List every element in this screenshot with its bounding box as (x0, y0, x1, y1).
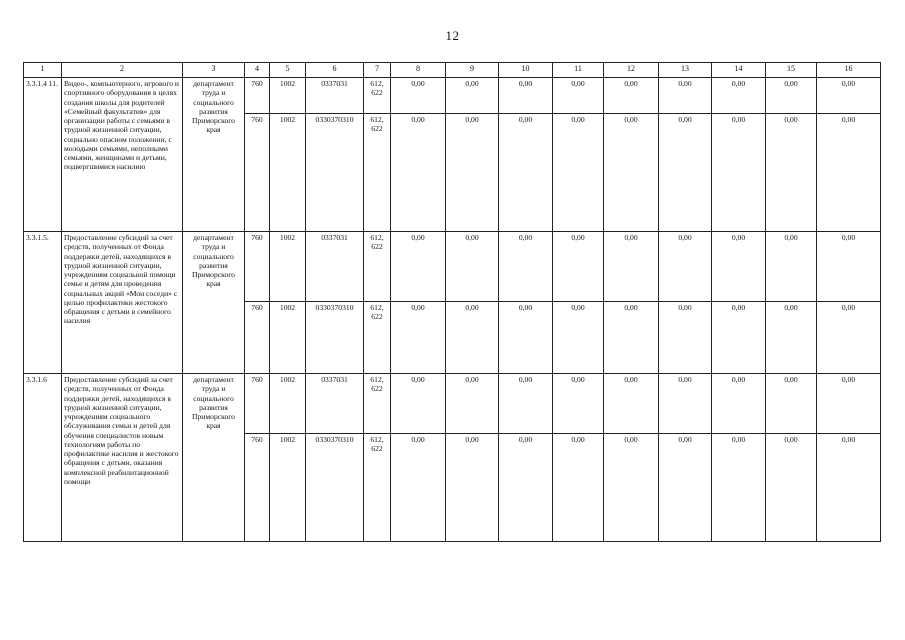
amount-cell: 0,00 (391, 78, 446, 114)
amount-cell: 0,00 (766, 374, 817, 434)
item-number: 3.3.1.5. (24, 232, 62, 374)
amount-cell: 0,00 (446, 374, 499, 434)
amount-cell: 0,00 (553, 78, 604, 114)
amount-cell: 0,00 (604, 232, 659, 302)
code-grbs: 760 (245, 232, 270, 302)
amount-cell: 0,00 (499, 374, 553, 434)
item-description: Видео-, компьютерного, игрового и спортивного оборудования в целях создания школы для родителей «Семейный факультатив» для организации работы с семьями в трудной жизненной ситуации, социально опасном положении, с молодыми семьями, неполными семьями, женщинами и детьми, подвергшимися насилию (62, 78, 183, 232)
amount-cell: 0,00 (391, 374, 446, 434)
amount-cell: 0,00 (659, 302, 712, 374)
amount-cell: 0,00 (391, 302, 446, 374)
amount-cell: 0,00 (446, 434, 499, 542)
amount-cell: 0,00 (604, 302, 659, 374)
column-header: 4 (245, 63, 270, 78)
amount-cell: 0,00 (712, 434, 766, 542)
amount-cell: 0,00 (499, 232, 553, 302)
amount-cell: 0,00 (659, 114, 712, 232)
column-header-row (24, 63, 881, 78)
code-target: 0337031 (306, 374, 364, 434)
table-row (24, 374, 881, 434)
amount-cell: 0,00 (604, 434, 659, 542)
item-executor: департамент труда и социального развития Приморского края (183, 374, 245, 542)
amount-cell: 0,00 (446, 78, 499, 114)
amount-cell: 0,00 (553, 302, 604, 374)
budget-table (23, 62, 881, 542)
code-target: 0337031 (306, 78, 364, 114)
column-header: 1 (24, 63, 62, 78)
code-grbs: 760 (245, 302, 270, 374)
code-target: 0337031 (306, 232, 364, 302)
code-section: 1002 (270, 434, 306, 542)
amount-cell: 0,00 (553, 232, 604, 302)
amount-cell: 0,00 (712, 232, 766, 302)
item-executor: департамент труда и социального развития Приморского края (183, 78, 245, 232)
amount-cell: 0,00 (712, 374, 766, 434)
amount-cell: 0,00 (604, 114, 659, 232)
code-target: 0330370310 (306, 114, 364, 232)
code-target: 0330370310 (306, 434, 364, 542)
amount-cell: 0,00 (604, 78, 659, 114)
amount-cell: 0,00 (712, 114, 766, 232)
column-header: 11 (553, 63, 604, 78)
item-executor: департамент труда и социального развития Приморского края (183, 232, 245, 374)
column-header: 2 (62, 63, 183, 78)
amount-cell: 0,00 (446, 232, 499, 302)
table-row (24, 232, 881, 302)
amount-cell: 0,00 (553, 374, 604, 434)
amount-cell: 0,00 (766, 302, 817, 374)
amount-cell: 0,00 (712, 302, 766, 374)
amount-cell: 0,00 (499, 302, 553, 374)
amount-cell: 0,00 (553, 114, 604, 232)
amount-cell: 0,00 (817, 232, 881, 302)
page-number: 12 (445, 28, 460, 43)
code-section: 1002 (270, 78, 306, 114)
code-grbs: 760 (245, 434, 270, 542)
column-header: 12 (604, 63, 659, 78)
amount-cell: 0,00 (817, 302, 881, 374)
code-target: 0330370310 (306, 302, 364, 374)
column-header: 9 (446, 63, 499, 78)
code-type: 612, 622 (364, 302, 391, 374)
column-header: 5 (270, 63, 306, 78)
amount-cell: 0,00 (391, 434, 446, 542)
amount-cell: 0,00 (659, 374, 712, 434)
amount-cell: 0,00 (817, 374, 881, 434)
item-number: 3.3.1.6 (24, 374, 62, 542)
amount-cell: 0,00 (604, 374, 659, 434)
amount-cell: 0,00 (766, 232, 817, 302)
column-header: 7 (364, 63, 391, 78)
amount-cell: 0,00 (499, 434, 553, 542)
item-number: 3.3.1.4 11. (24, 78, 62, 232)
amount-cell: 0,00 (766, 434, 817, 542)
column-header: 3 (183, 63, 245, 78)
code-type: 612, 622 (364, 78, 391, 114)
code-type: 612, 622 (364, 232, 391, 302)
code-grbs: 760 (245, 374, 270, 434)
amount-cell: 0,00 (659, 232, 712, 302)
amount-cell: 0,00 (553, 434, 604, 542)
code-type: 612, 622 (364, 374, 391, 434)
code-grbs: 760 (245, 114, 270, 232)
code-section: 1002 (270, 114, 306, 232)
amount-cell: 0,00 (391, 114, 446, 232)
code-grbs: 760 (245, 78, 270, 114)
amount-cell: 0,00 (499, 78, 553, 114)
amount-cell: 0,00 (499, 114, 553, 232)
amount-cell: 0,00 (817, 78, 881, 114)
column-header: 15 (766, 63, 817, 78)
item-description: Предоставление субсидий за счет средств, полученных от Фонда поддержки детей, находящихся в трудной жизненной ситуации, учреждениям социального обслуживания семьи и детей для обучения специалистов новым технологиям работы по профилактике насилия и жестокого обращения с детьми, оказания комплексной реабилитационной помощи (62, 374, 183, 542)
code-section: 1002 (270, 232, 306, 302)
amount-cell: 0,00 (659, 78, 712, 114)
amount-cell: 0,00 (766, 114, 817, 232)
column-header: 13 (659, 63, 712, 78)
table-row (24, 78, 881, 114)
code-type: 612, 622 (364, 434, 391, 542)
code-type: 612, 622 (364, 114, 391, 232)
item-description: Предоставление субсидий за счет средств, полученных от Фонда поддержки детей, находящихся в трудной жизненной ситуации, учреждениям социальной помощи семье и детям для проведения социальных акций «Мои соседи» с целью профилактики жестокого обращения с детьми в семейного насилия (62, 232, 183, 374)
column-header: 8 (391, 63, 446, 78)
amount-cell: 0,00 (446, 302, 499, 374)
column-header: 6 (306, 63, 364, 78)
amount-cell: 0,00 (446, 114, 499, 232)
column-header: 16 (817, 63, 881, 78)
column-header: 14 (712, 63, 766, 78)
column-header: 10 (499, 63, 553, 78)
amount-cell: 0,00 (817, 434, 881, 542)
amount-cell: 0,00 (712, 78, 766, 114)
amount-cell: 0,00 (766, 78, 817, 114)
amount-cell: 0,00 (391, 232, 446, 302)
code-section: 1002 (270, 374, 306, 434)
amount-cell: 0,00 (817, 114, 881, 232)
code-section: 1002 (270, 302, 306, 374)
amount-cell: 0,00 (659, 434, 712, 542)
